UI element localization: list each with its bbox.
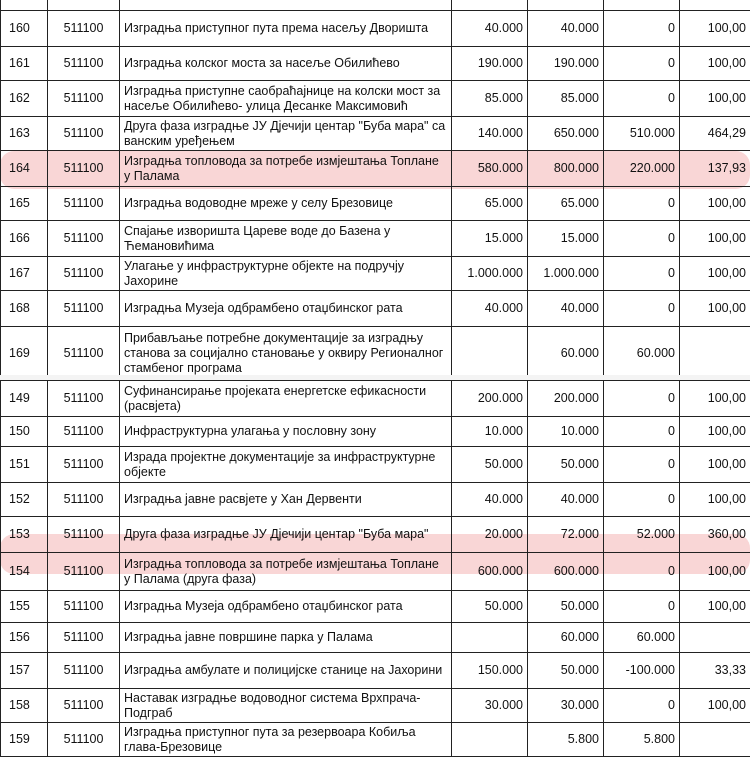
cell-code: 511100	[48, 517, 120, 553]
cell-v4	[680, 327, 750, 380]
cell-v4: 100,00	[680, 257, 750, 291]
cell-v3: 510.000	[604, 117, 680, 151]
cell-desc: Изградња јавне расвјете у Хан Дервенти	[120, 483, 452, 517]
cell-code: 511100	[48, 623, 120, 653]
cell-v1: 30.000	[452, 689, 528, 723]
cell-v1: 65.000	[452, 187, 528, 221]
cell-v2: 50.000	[528, 447, 604, 483]
cell-v4	[680, 723, 750, 757]
cell-v2: 40.000	[528, 11, 604, 47]
cell-v2: 50.000	[528, 653, 604, 689]
cell-v2: 50.000	[528, 591, 604, 623]
table-top-header-cut	[1, 0, 750, 11]
cell-desc: Изградња топловода за потребе измјештања Топлане у Палама (друга фаза)	[120, 553, 452, 591]
cell-num: 161	[1, 47, 48, 81]
cell-v3: 0	[604, 257, 680, 291]
cell-v4: 100,00	[680, 483, 750, 517]
cell-v4: 137,93	[680, 151, 750, 187]
cell-code: 511100	[48, 381, 120, 417]
cell-v2: 40.000	[528, 483, 604, 517]
cell-desc: Спајање изворишта Цареве воде до Базена у Ћемановићима	[120, 221, 452, 257]
cell-v1: 140.000	[452, 117, 528, 151]
cell-desc: Изградња амбулате и полицијске станице на Јахорини	[120, 653, 452, 689]
table-row	[1, 47, 750, 81]
cell-desc: Друга фаза изградње ЈУ Дјечији центар "Буба мара"	[120, 517, 452, 553]
cell-desc: Инфраструктурна улагања у пословну зону	[120, 417, 452, 447]
cell-v1: 40.000	[452, 11, 528, 47]
cell-v1: 50.000	[452, 447, 528, 483]
cell-v1: 20.000	[452, 517, 528, 553]
cell-v2: 15.000	[528, 221, 604, 257]
cell-num: 150	[1, 417, 48, 447]
cell-code: 511100	[48, 81, 120, 117]
cell-desc: Изградња водоводне мреже у селу Брезовице	[120, 187, 452, 221]
cell-v4: 464,29	[680, 117, 750, 151]
cell-v3: 220.000	[604, 151, 680, 187]
cell-num: 165	[1, 187, 48, 221]
cell-code: 511100	[48, 653, 120, 689]
cell-v4: 100,00	[680, 447, 750, 483]
cell-num: 153	[1, 517, 48, 553]
cell-v3: 0	[604, 291, 680, 327]
table-row	[1, 221, 750, 257]
cell-code: 511100	[48, 591, 120, 623]
cell-num: 155	[1, 591, 48, 623]
table-row	[1, 689, 750, 723]
cell-v2: 190.000	[528, 47, 604, 81]
cell-v1	[452, 723, 528, 757]
cell-num: 158	[1, 689, 48, 723]
table-row	[1, 11, 750, 47]
cell-v4	[680, 623, 750, 653]
cell-num: 163	[1, 117, 48, 151]
cell-v3: 0	[604, 381, 680, 417]
cell-v4: 100,00	[680, 221, 750, 257]
table-row	[1, 81, 750, 117]
cell-v2: 30.000	[528, 689, 604, 723]
cell-v1: 10.000	[452, 417, 528, 447]
cell-num: 151	[1, 447, 48, 483]
cell-v3: 52.000	[604, 517, 680, 553]
cell-code: 511100	[48, 257, 120, 291]
cell-v1: 600.000	[452, 553, 528, 591]
cell-v2: 60.000	[528, 623, 604, 653]
cell-v2: 10.000	[528, 417, 604, 447]
cell-code: 511100	[48, 327, 120, 380]
cell-v1: 580.000	[452, 151, 528, 187]
cell-code: 511100	[48, 291, 120, 327]
cell-v3: 60.000	[604, 327, 680, 380]
cell-v2: 200.000	[528, 381, 604, 417]
cell-num: 156	[1, 623, 48, 653]
cell-code: 511100	[48, 151, 120, 187]
cell-v4: 100,00	[680, 689, 750, 723]
cell-code: 511100	[48, 483, 120, 517]
cell-v3: 0	[604, 447, 680, 483]
cell-code: 511100	[48, 47, 120, 81]
cell-v4: 100,00	[680, 417, 750, 447]
cell-v1: 85.000	[452, 81, 528, 117]
cell-v1: 190.000	[452, 47, 528, 81]
table-row	[1, 381, 750, 417]
cell-v4: 33,33	[680, 653, 750, 689]
cell-v1: 15.000	[452, 221, 528, 257]
cell-v3: 0	[604, 81, 680, 117]
cell-v3: 0	[604, 11, 680, 47]
cell-num: 164	[1, 151, 48, 187]
cell-code: 511100	[48, 117, 120, 151]
table-row	[1, 187, 750, 221]
cell-v4: 100,00	[680, 553, 750, 591]
cell-desc: Прибављање потребне документације за изградњу станова за социјално становање у оквиру Регионалног стамбеног програма	[120, 327, 452, 380]
cell-num: 149	[1, 381, 48, 417]
cell-desc: Наставак изградње водоводног система Врхпрача-Подграб	[120, 689, 452, 723]
cell-v2: 5.800	[528, 723, 604, 757]
cell-v2: 600.000	[528, 553, 604, 591]
cell-v1: 50.000	[452, 591, 528, 623]
cell-v4: 100,00	[680, 381, 750, 417]
cell-num: 159	[1, 723, 48, 757]
cell-desc: Изградња Музеја одбрамбено отаџбинског рата	[120, 591, 452, 623]
cell-v1	[452, 327, 528, 380]
cell-num: 166	[1, 221, 48, 257]
table-bottom	[0, 380, 750, 757]
table-row	[1, 447, 750, 483]
cell-v2: 72.000	[528, 517, 604, 553]
cell-v3: 0	[604, 591, 680, 623]
cell-v2: 60.000	[528, 327, 604, 380]
cell-v4: 100,00	[680, 81, 750, 117]
cell-v2: 1.000.000	[528, 257, 604, 291]
cell-desc: Изградња Музеја одбрамбено отаџбинског рата	[120, 291, 452, 327]
table-row	[1, 591, 750, 623]
cell-v2: 800.000	[528, 151, 604, 187]
cell-v3: 0	[604, 187, 680, 221]
cell-num: 167	[1, 257, 48, 291]
cell-v2: 65.000	[528, 187, 604, 221]
cell-v4: 100,00	[680, 187, 750, 221]
cell-code: 511100	[48, 187, 120, 221]
cell-num: 154	[1, 553, 48, 591]
cell-num: 169	[1, 327, 48, 380]
cell-code: 511100	[48, 723, 120, 757]
cell-v3: 0	[604, 221, 680, 257]
cell-v1: 40.000	[452, 483, 528, 517]
cell-code: 511100	[48, 11, 120, 47]
cell-code: 511100	[48, 221, 120, 257]
cell-v3: 0	[604, 417, 680, 447]
table-row	[1, 623, 750, 653]
cell-num: 152	[1, 483, 48, 517]
cell-desc: Изградња топловода за потребе измјештања Топлане у Палама	[120, 151, 452, 187]
cell-v3: 60.000	[604, 623, 680, 653]
cell-num: 168	[1, 291, 48, 327]
cell-v1: 200.000	[452, 381, 528, 417]
cell-v4: 100,00	[680, 591, 750, 623]
cell-v1: 150.000	[452, 653, 528, 689]
table-row	[1, 151, 750, 187]
cell-desc: Друга фаза изградње ЈУ Дјечији центар "Буба мара" са ванским уређењем	[120, 117, 452, 151]
table-row	[1, 327, 750, 380]
cell-v3: 0	[604, 47, 680, 81]
cell-v4: 360,00	[680, 517, 750, 553]
cell-num: 157	[1, 653, 48, 689]
cell-v3: 0	[604, 483, 680, 517]
cell-desc: Изградња јавне површине парка у Палама	[120, 623, 452, 653]
table-row	[1, 117, 750, 151]
cell-code: 511100	[48, 417, 120, 447]
cell-code: 511100	[48, 689, 120, 723]
table-row	[1, 553, 750, 591]
table-row	[1, 517, 750, 553]
cell-desc: Изградња колског моста за насеље Обилићево	[120, 47, 452, 81]
table-row	[1, 417, 750, 447]
cell-v3: -100.000	[604, 653, 680, 689]
table-row	[1, 291, 750, 327]
cell-num: 162	[1, 81, 48, 117]
cell-code: 511100	[48, 447, 120, 483]
cell-num: 160	[1, 11, 48, 47]
cell-v3: 0	[604, 553, 680, 591]
cell-v4: 100,00	[680, 47, 750, 81]
table-row	[1, 257, 750, 291]
cell-desc: Изградња приступне саобраћајнице на колски мост за насеље Обилићево- улица Десанке Максимовић	[120, 81, 452, 117]
cell-desc: Суфинансирање пројеката енергетске ефикасности (расвјета)	[120, 381, 452, 417]
cell-desc: Изградња приступног пута према насељу Дворишта	[120, 11, 452, 47]
cell-desc: Изградња приступног пута за резервоара Кобиља глава-Брезовице	[120, 723, 452, 757]
cell-code: 511100	[48, 553, 120, 591]
cell-v1	[452, 623, 528, 653]
cell-v3: 0	[604, 689, 680, 723]
cell-desc: Улагање у инфраструктурне објекте на подручју Јахорине	[120, 257, 452, 291]
table-row	[1, 723, 750, 757]
cell-v1: 40.000	[452, 291, 528, 327]
cell-v3: 5.800	[604, 723, 680, 757]
cell-v4: 100,00	[680, 11, 750, 47]
cell-v2: 40.000	[528, 291, 604, 327]
cell-v2: 85.000	[528, 81, 604, 117]
table-row	[1, 653, 750, 689]
table-row	[1, 483, 750, 517]
cell-v1: 1.000.000	[452, 257, 528, 291]
cell-v4: 100,00	[680, 291, 750, 327]
cell-v2: 650.000	[528, 117, 604, 151]
cell-desc: Израда пројектне документације за инфраструктурне објекте	[120, 447, 452, 483]
